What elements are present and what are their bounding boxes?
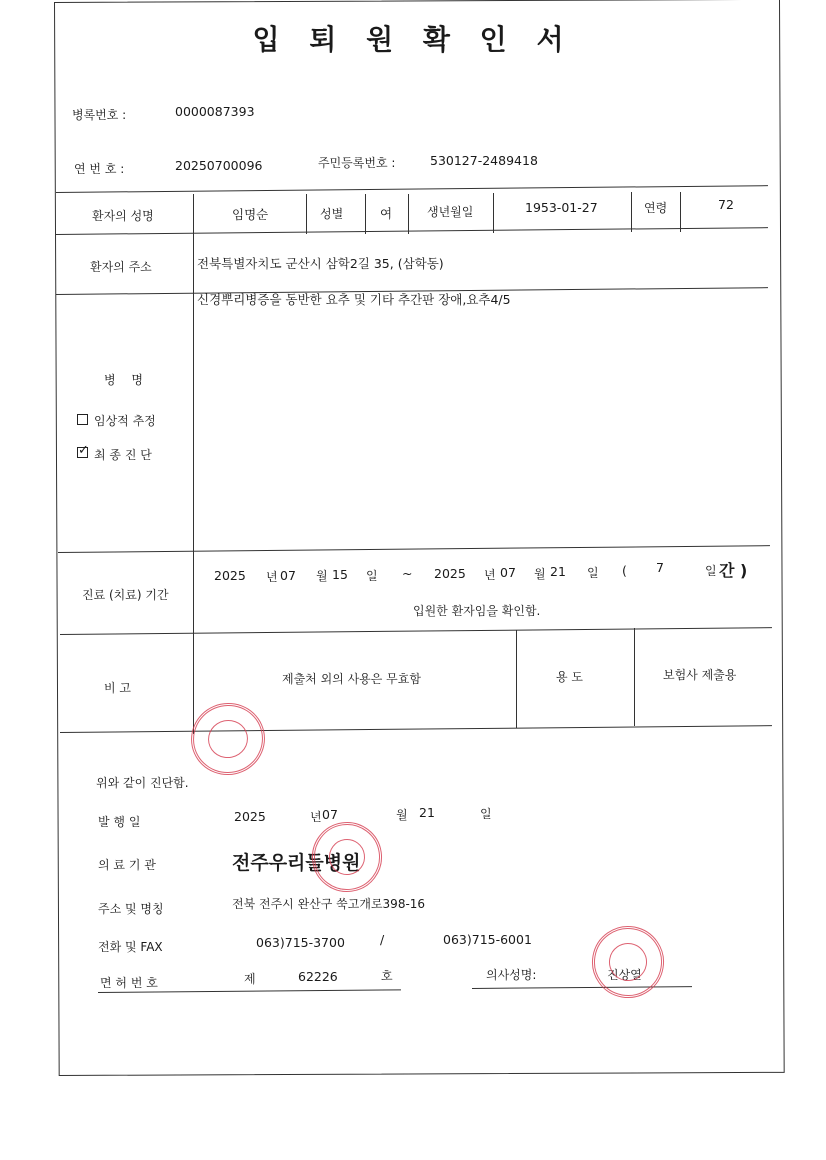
serial-number: 20250700096	[175, 158, 263, 173]
license-number: 62226	[298, 969, 338, 984]
serial-number-label: 연 번 호 :	[74, 162, 125, 176]
age: 72	[718, 197, 734, 212]
sex-label: 성별	[320, 207, 344, 221]
checkmark-icon: ✓	[78, 443, 89, 458]
issue-month: 07	[322, 807, 338, 822]
age-label: 연령	[644, 201, 668, 215]
document-title: 입 퇴 원 확 인 서	[252, 23, 574, 56]
issue-year-unit: 년	[310, 810, 322, 824]
table-line	[493, 193, 494, 233]
institution-name: 전주우리들병원	[232, 852, 361, 874]
patient-name-label: 환자의 성명	[92, 209, 154, 223]
table-line	[365, 194, 366, 234]
phone-number: 063)715-3700	[256, 935, 345, 950]
table-line	[631, 192, 632, 232]
end-month: 07	[500, 565, 516, 580]
start-year: 2025	[214, 568, 246, 583]
license-prefix: 제	[244, 972, 256, 986]
month-unit: 월	[316, 569, 328, 583]
end-day: 21	[550, 564, 566, 579]
month-unit: 월	[534, 567, 546, 581]
dob-label: 생년월일	[427, 205, 474, 219]
address-name-label: 주소 및 명칭	[98, 902, 164, 916]
hospital-address: 전북 전주시 완산구 쑥고개로398-16	[232, 897, 426, 911]
remarks-text: 제출처 외의 사용은 무효함	[282, 672, 421, 686]
dob: 1953-01-27	[525, 200, 598, 215]
doctor-name: 진상열	[607, 968, 642, 982]
issue-day-unit: 일	[480, 807, 492, 821]
doctor-name-label: 의사성명:	[486, 968, 537, 982]
remarks-label: 비 고	[104, 681, 131, 695]
days-unit-b: 간 )	[719, 561, 748, 580]
confirm-text: 입원한 환자임을 확인함.	[413, 604, 541, 618]
final-diagnosis-checkbox	[77, 443, 89, 458]
open-paren: (	[622, 563, 627, 578]
patient-address: 전북특별자치도 군산시 삼학2길 35, (삼학동)	[197, 256, 444, 271]
period-label: 진료 (치료) 기간	[82, 588, 169, 602]
address-label: 환자의 주소	[90, 260, 152, 274]
issue-day: 21	[419, 805, 435, 820]
statement: 위와 같이 진단함.	[96, 776, 189, 790]
clinical-estimate-label: 임상적 추정	[94, 414, 156, 428]
resident-number-label: 주민등록번호 :	[318, 156, 396, 170]
table-line	[516, 630, 517, 728]
table-line	[193, 194, 194, 734]
day-unit: 일	[587, 566, 599, 580]
day-unit: 일	[366, 569, 378, 583]
resident-number: 530127-2489418	[430, 153, 538, 168]
sex: 여	[380, 206, 393, 221]
table-line	[306, 194, 307, 234]
patient-name: 임명순	[232, 207, 269, 222]
license-label: 면 허 번 호	[100, 976, 158, 990]
table-line	[408, 194, 409, 234]
license-suffix: 호	[381, 969, 393, 983]
table-line	[680, 192, 681, 232]
diagnosis-label: 병 명	[104, 373, 149, 387]
usage-value: 보험사 제출용	[663, 668, 737, 682]
period-days: 7	[656, 560, 664, 575]
start-month: 07	[280, 568, 296, 583]
clinical-estimate-checkbox	[77, 414, 88, 425]
year-unit: 년	[266, 570, 278, 584]
record-number-label: 병록번호 :	[72, 108, 127, 122]
issue-year: 2025	[234, 809, 266, 824]
period-tilde: ~	[402, 566, 413, 581]
phone-fax-slash: /	[380, 932, 385, 947]
record-number: 0000087393	[175, 104, 255, 119]
final-diagnosis-label: 최 종 진 단	[94, 448, 152, 462]
year-unit: 년	[484, 568, 496, 582]
issue-date-label: 발 행 일	[98, 815, 141, 829]
end-year: 2025	[434, 566, 466, 581]
usage-label: 용 도	[556, 670, 583, 684]
diagnosis-text: 신경뿌리병증을 동반한 요추 및 기타 추간판 장애,요추4/5	[197, 292, 511, 307]
fax-number: 063)715-6001	[443, 932, 532, 947]
phone-fax-label: 전화 및 FAX	[98, 940, 163, 954]
days-unit-a: 일	[705, 564, 717, 578]
institution-label: 의 료 기 관	[98, 858, 156, 872]
issue-month-unit: 월	[396, 808, 408, 822]
table-line	[634, 628, 635, 726]
start-day: 15	[332, 567, 348, 582]
